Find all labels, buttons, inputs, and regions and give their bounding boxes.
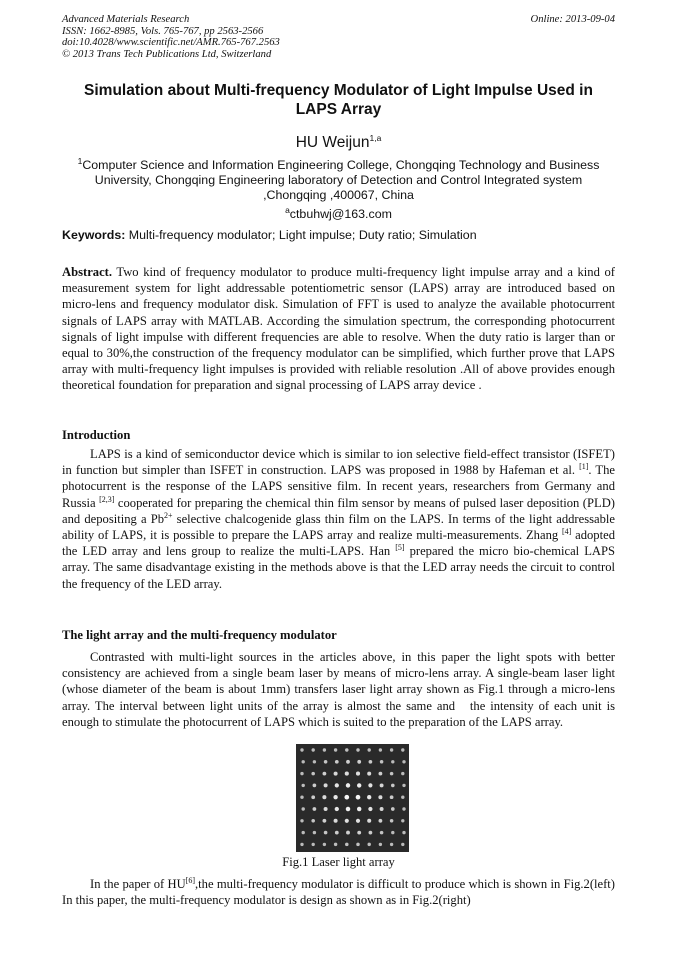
laser-dot <box>333 795 337 799</box>
laser-dot <box>402 831 405 834</box>
laser-dot <box>390 819 394 823</box>
laser-dot <box>301 807 304 810</box>
laser-dot <box>300 748 303 751</box>
laser-dot <box>334 843 337 846</box>
citation-4: [4] <box>561 526 572 536</box>
laser-dot <box>312 843 315 846</box>
laser-dot <box>323 772 327 776</box>
laser-dot <box>323 843 326 846</box>
laser-dot <box>390 843 393 846</box>
laser-dot <box>402 760 405 763</box>
keywords-label: Keywords: <box>62 228 126 242</box>
laser-dot <box>300 772 303 775</box>
laser-dot <box>344 795 349 800</box>
pb-charge-sup: 2+ <box>164 510 173 520</box>
laser-dot <box>380 760 384 764</box>
laser-dot <box>367 843 370 846</box>
citation-2-3: [2,3] <box>99 494 115 504</box>
abstract-text: Two kind of frequency modulator to produce multi-frequency light impulse array and a kind of measurement system for light addressable potentiometric sensor (LAPS) array are introduced based on micro-lens and frequency modulator disk. Simulation of FFT is used to analyze the available photocurrent signals of LAPS array with MATLAB. According the simulation spectrum, the corresponding photocurrent signals of light impulse with different frequencies are able to resolve. When the duty ratio is larger than or equal to 30%,the construction of the frequency modulator can be simplified, which further prove that LAPS array with multi-frequency light impulses is provided with reliable resolution .All of above provides enough theoretical foundation for preparation and signal processing of LAPS array device . <box>62 265 615 393</box>
section-heading-light-array: The light array and the multi-frequency modulator <box>62 628 337 642</box>
affiliation <box>62 154 615 222</box>
laser-dot <box>391 831 394 834</box>
laser-dot <box>356 748 359 751</box>
laser-dot <box>346 831 350 835</box>
laser-dot <box>324 783 328 787</box>
laser-dot <box>324 807 328 811</box>
laser-dot <box>300 819 303 822</box>
laser-dot <box>368 807 372 811</box>
introduction-paragraph: LAPS is a kind of semiconductor device which is similar to ion selective field-effect transistor (ISFET) in function but simpler than ISFET in construction. LAPS was proposed in 1988 by Hafeman et al. [1]. The photocurrent is the response of the LAPS sensitive film. In recent years, researchers from Germany and Russia [2,3] cooperated for preparing the chemical thin film sensor by means of pulsed laser deposition (PLD) and depositing a $Pb^{2+}$ selective chalcogenide glass thin film on the LAPS. In terms of the light addressable ability of LAPS, it is possible to prepare the LAPS array and realize multi-measurements. Zhang [4] adopted the LED array and lens group to realize the multi-LAPS. Han [5] prepared the micro bio-chemical LAPS array. The same disadvantage existing in the methods above is that the LED array needs the circuit to control the frequency of the LED array. <box>62 447 615 591</box>
laser-dot <box>369 760 373 764</box>
affiliation-sup: 1 <box>77 156 83 166</box>
laser-dot <box>391 784 395 788</box>
laser-dot <box>345 843 349 847</box>
laser-dot-grid <box>296 744 409 852</box>
laser-dot <box>356 819 360 823</box>
laser-dot <box>378 795 382 799</box>
laser-dot <box>379 772 383 776</box>
laser-dot <box>345 748 348 751</box>
laser-dot <box>323 748 326 751</box>
laser-dot <box>401 819 404 822</box>
laser-dot <box>380 807 384 811</box>
laser-dot <box>335 831 339 835</box>
laser-dot <box>324 831 328 835</box>
laser-dot <box>401 772 404 775</box>
laser-dot <box>390 795 394 799</box>
online-date: Online: 2013-09-04 <box>530 14 615 25</box>
laser-dot <box>345 819 349 823</box>
laser-dot <box>401 748 404 751</box>
laser-dot <box>379 843 382 846</box>
laser-dot <box>345 772 349 776</box>
laser-light-array-image <box>296 744 409 852</box>
laser-dot <box>357 831 361 835</box>
author-email: $^a$ctbuhwj@163.com <box>285 205 392 222</box>
figure-1-caption: Fig.1 Laser light array <box>282 855 395 869</box>
laser-dot <box>357 807 361 811</box>
final-paragraph: In the paper of HU[6],the multi-frequency modulator is difficult to produce which is shown in Fig.2(left) In this paper, the multi-frequency modulator is design as shown as in Fig.2(right) <box>62 875 615 908</box>
laser-dot <box>357 783 361 787</box>
laser-dot <box>335 807 339 811</box>
laser-dot <box>368 783 372 787</box>
laser-dot <box>335 760 339 764</box>
citation-6: [6] <box>185 875 196 885</box>
laser-dot <box>402 784 405 787</box>
laser-dot <box>335 783 339 787</box>
copyright-line: © 2013 Trans Tech Publications Ltd, Switzerland <box>62 48 272 60</box>
laser-dot <box>301 784 304 787</box>
laser-dot <box>391 760 394 763</box>
laser-dot <box>346 807 350 811</box>
issn-line: ISSN: 1662-8985, Vols. 765-767, pp 2563-2566 <box>62 25 264 37</box>
laser-dot <box>379 819 383 823</box>
laser-dot <box>311 795 315 799</box>
laser-dot <box>334 748 337 751</box>
laser-dot <box>322 795 326 799</box>
laser-dot <box>391 807 395 811</box>
author-sup: 1,a <box>369 133 382 143</box>
laser-dot <box>322 819 326 823</box>
laser-dot <box>313 807 317 811</box>
laser-dot <box>357 760 361 764</box>
laser-dot <box>313 760 316 763</box>
laser-dot <box>390 748 393 751</box>
laser-dot <box>346 760 350 764</box>
laser-dot <box>356 843 360 847</box>
keywords <box>62 228 615 243</box>
citation-5: [5] <box>395 543 405 553</box>
laser-dot <box>356 795 361 800</box>
laser-dot <box>379 748 382 751</box>
light-array-paragraph: Contrasted with multi-light sources in the articles above, in this paper the light spots with better consistency are achieved from a single beam laser by means of micro-lens array. A single-beam laser light (whose diameter of the beam is about 1mm) transfers laser light array shown as Fig.1 through a micro-lens array. The interval between light units of the array is almost the same and the intensity of each unit is enough to stimulate the photocurrent of LAPS which is suited to the preparation of the LAPS array. <box>62 650 615 729</box>
laser-dot <box>367 795 371 799</box>
doi-line: doi:10.4028/www.scientific.net/AMR.765-767.2563 <box>62 37 280 49</box>
laser-dot <box>313 784 317 788</box>
abstract <box>62 264 615 394</box>
introduction-heading: Introduction <box>62 428 131 442</box>
laser-dot <box>324 760 328 764</box>
laser-dot <box>369 831 373 835</box>
abstract-label: Abstract. <box>62 265 113 279</box>
laser-dot <box>401 843 404 846</box>
author-name: HU Weijun <box>295 134 370 152</box>
email-sup: a <box>285 205 290 216</box>
affiliation-text: $^1$Computer Science and Information Engineering College, Chongqing Technology and Business University, Chongqing Engineering laboratory of Detection and Control Integrated system ,Chongqing ,400067, China <box>77 156 600 203</box>
laser-dot <box>300 795 303 798</box>
laser-dot <box>346 783 350 787</box>
laser-dot <box>302 831 305 834</box>
laser-dot <box>300 843 303 846</box>
laser-dot <box>380 831 384 835</box>
laser-dot <box>402 807 405 810</box>
laser-dot <box>367 772 371 776</box>
journal-name: Advanced Materials Research <box>62 14 190 25</box>
citation-1: [1] <box>579 462 589 472</box>
laser-dot <box>302 760 305 763</box>
laser-dot <box>311 819 315 823</box>
laser-dot <box>311 772 315 776</box>
laser-dot <box>313 831 316 834</box>
laser-dot <box>312 748 315 751</box>
laser-dot <box>334 772 338 776</box>
journal-header <box>62 14 615 60</box>
laser-dot <box>401 796 404 799</box>
author-line <box>62 129 615 152</box>
laser-dot <box>367 819 371 823</box>
laser-dot <box>380 783 384 787</box>
laser-dot <box>368 748 371 751</box>
paper-title: Simulation about Multi-frequency Modulator of Light Impulse Used in LAPS Array <box>84 82 593 118</box>
laser-dot <box>390 772 394 776</box>
laser-dot <box>356 772 360 776</box>
keywords-text: Multi-frequency modulator; Light impulse; Duty ratio; Simulation <box>125 228 477 242</box>
laser-dot <box>334 819 338 823</box>
